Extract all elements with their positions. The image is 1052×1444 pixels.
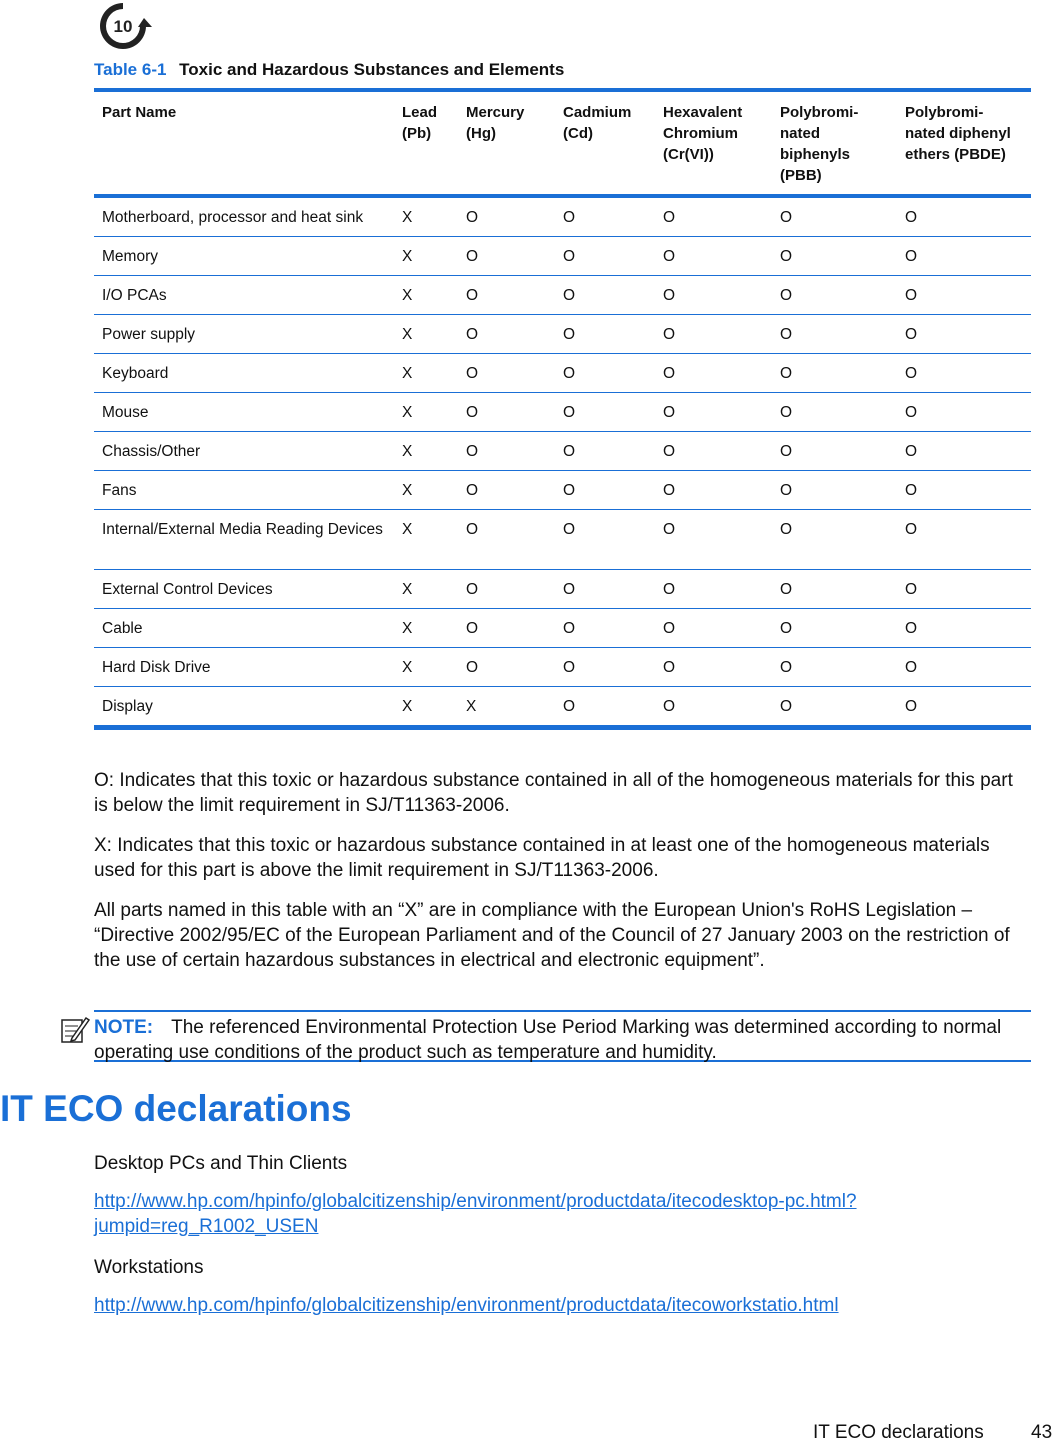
footer-section-title: IT ECO declarations	[813, 1422, 984, 1443]
cell-lead: X	[394, 354, 458, 393]
substances-table	[94, 88, 1031, 730]
cell-pbb: O	[772, 276, 897, 315]
header-hexavalent-chromium: Hexavalent Chromium (Cr(VI))	[663, 104, 743, 163]
cell-part-name: External Control Devices	[94, 570, 394, 609]
cell-cadmium: O	[555, 510, 655, 570]
cell-pbde: O	[897, 609, 1031, 648]
cell-hexavalent-chromium: O	[655, 315, 772, 354]
cell-mercury: O	[458, 276, 555, 315]
cell-pbb: O	[772, 354, 897, 393]
table-row	[94, 570, 1031, 609]
cell-part-name: Cable	[94, 609, 394, 648]
table-row	[94, 609, 1031, 648]
table-row	[94, 393, 1031, 432]
cell-mercury: O	[458, 609, 555, 648]
table-row	[94, 687, 1031, 728]
cell-pbb: O	[772, 570, 897, 609]
cell-hexavalent-chromium: O	[655, 510, 772, 570]
cell-part-name: Memory	[94, 237, 394, 276]
cell-cadmium: O	[555, 196, 655, 237]
cell-hexavalent-chromium: O	[655, 570, 772, 609]
cell-pbb: O	[772, 237, 897, 276]
cell-hexavalent-chromium: O	[655, 196, 772, 237]
workstations-label: Workstations	[94, 1257, 204, 1278]
table-header-row	[94, 90, 1031, 196]
cell-hexavalent-chromium: O	[655, 648, 772, 687]
cell-part-name: Hard Disk Drive	[94, 648, 394, 687]
cell-pbb: O	[772, 393, 897, 432]
cell-pbde: O	[897, 570, 1031, 609]
cell-hexavalent-chromium: O	[655, 687, 772, 728]
note-text-block	[94, 1015, 1031, 1065]
desktop-link-line2: jumpid=reg_R1002_USEN	[94, 1216, 319, 1237]
header-pbde: Polybromi-nated diphenyl ethers (PBDE)	[905, 104, 1011, 163]
cell-mercury: O	[458, 471, 555, 510]
table-row	[94, 237, 1031, 276]
cell-part-name: Power supply	[94, 315, 394, 354]
cell-cadmium: O	[555, 471, 655, 510]
cell-hexavalent-chromium: O	[655, 432, 772, 471]
table-caption-number: Table 6-1	[94, 60, 167, 79]
cell-pbb: O	[772, 196, 897, 237]
cell-mercury: X	[458, 687, 555, 728]
o-indicates-paragraph: O: Indicates that this toxic or hazardous substance contained in all of the homogeneous materials for this part is below the limit requirement in SJ/T11363-2006.	[94, 770, 1013, 816]
cell-pbb: O	[772, 315, 897, 354]
cell-mercury: O	[458, 648, 555, 687]
header-mercury: Mercury (Hg)	[466, 104, 525, 142]
cell-lead: X	[394, 570, 458, 609]
page-number: 43	[1031, 1422, 1052, 1443]
cell-lead: X	[394, 648, 458, 687]
cell-pbb: O	[772, 432, 897, 471]
cell-cadmium: O	[555, 393, 655, 432]
table-row	[94, 196, 1031, 237]
cell-pbde: O	[897, 393, 1031, 432]
cell-pbb: O	[772, 510, 897, 570]
table-row	[94, 471, 1031, 510]
cell-lead: X	[394, 609, 458, 648]
cell-pbde: O	[897, 510, 1031, 570]
cell-lead: X	[394, 237, 458, 276]
cell-pbb: O	[772, 609, 897, 648]
cell-pbde: O	[897, 196, 1031, 237]
cell-lead: X	[394, 432, 458, 471]
desktop-link-block	[94, 1189, 1031, 1239]
cell-lead: X	[394, 471, 458, 510]
cell-part-name: Chassis/Other	[94, 432, 394, 471]
table-row	[94, 510, 1031, 570]
cell-part-name: Motherboard, processor and heat sink	[94, 196, 394, 237]
desktop-label: Desktop PCs and Thin Clients	[94, 1153, 348, 1174]
cell-pbb: O	[772, 648, 897, 687]
cell-pbde: O	[897, 237, 1031, 276]
cell-mercury: O	[458, 237, 555, 276]
cell-pbb: O	[772, 687, 897, 728]
table-caption	[94, 60, 564, 80]
desktop-link-line1: http://www.hp.com/hpinfo/globalcitizenship/environment/productdata/itecodesktop-pc.html?	[94, 1191, 857, 1212]
cell-hexavalent-chromium: O	[655, 276, 772, 315]
cell-mercury: O	[458, 196, 555, 237]
section-title: IT ECO declarations	[0, 1088, 352, 1129]
cell-cadmium: O	[555, 354, 655, 393]
table-caption-text: Toxic and Hazardous Substances and Elements	[179, 60, 565, 79]
cell-part-name: Internal/External Media Reading Devices	[94, 510, 394, 570]
cell-lead: X	[394, 196, 458, 237]
cell-part-name: Keyboard	[94, 354, 394, 393]
note-text: The referenced Environmental Protection Use Period Marking was determined according to normal operating use conditions of the product such as temperature and humidity.	[94, 1017, 1002, 1063]
table-row	[94, 276, 1031, 315]
header-part-name: Part Name	[102, 104, 177, 121]
note-box	[94, 1010, 1031, 1062]
cell-lead: X	[394, 393, 458, 432]
cell-hexavalent-chromium: O	[655, 609, 772, 648]
header-pbb: Polybromi-nated biphenyls (PBB)	[780, 104, 859, 184]
workstations-link-block	[94, 1293, 1031, 1318]
cell-hexavalent-chromium: O	[655, 354, 772, 393]
cell-mercury: O	[458, 570, 555, 609]
cell-hexavalent-chromium: O	[655, 393, 772, 432]
cell-part-name: Mouse	[94, 393, 394, 432]
cell-mercury: O	[458, 354, 555, 393]
cell-cadmium: O	[555, 609, 655, 648]
cell-cadmium: O	[555, 687, 655, 728]
cell-pbde: O	[897, 354, 1031, 393]
cell-lead: X	[394, 510, 458, 570]
cell-part-name: Fans	[94, 471, 394, 510]
table-row	[94, 354, 1031, 393]
cell-cadmium: O	[555, 315, 655, 354]
cell-pbb: O	[772, 471, 897, 510]
cell-part-name: I/O PCAs	[94, 276, 394, 315]
epup-10-year-icon	[94, 0, 152, 52]
epup-number: 10	[113, 17, 133, 36]
cell-cadmium: O	[555, 432, 655, 471]
cell-pbde: O	[897, 432, 1031, 471]
table-row	[94, 315, 1031, 354]
cell-lead: X	[394, 687, 458, 728]
cell-mercury: O	[458, 315, 555, 354]
header-lead: Lead (Pb)	[402, 104, 438, 142]
cell-pbde: O	[897, 471, 1031, 510]
header-cadmium: Cadmium (Cd)	[563, 104, 632, 142]
x-indicates-paragraph: X: Indicates that this toxic or hazardous substance contained in at least one of the homogeneous materials used for this part is above the limit requirement in SJ/T11363-2006.	[94, 835, 990, 881]
cell-mercury: O	[458, 510, 555, 570]
cell-mercury: O	[458, 393, 555, 432]
cell-cadmium: O	[555, 276, 655, 315]
cell-hexavalent-chromium: O	[655, 237, 772, 276]
cell-hexavalent-chromium: O	[655, 471, 772, 510]
cell-pbde: O	[897, 315, 1031, 354]
cell-mercury: O	[458, 432, 555, 471]
table-row	[94, 432, 1031, 471]
table-row	[94, 648, 1031, 687]
note-label: NOTE:	[94, 1017, 154, 1038]
desktop-link[interactable]	[94, 1191, 857, 1237]
cell-lead: X	[394, 276, 458, 315]
cell-pbde: O	[897, 276, 1031, 315]
note-icon	[60, 1014, 90, 1044]
cell-part-name: Display	[94, 687, 394, 728]
cell-lead: X	[394, 315, 458, 354]
workstations-link[interactable]: http://www.hp.com/hpinfo/globalcitizenship/environment/productdata/itecoworkstatio.html	[94, 1295, 839, 1316]
cell-pbde: O	[897, 648, 1031, 687]
cell-cadmium: O	[555, 648, 655, 687]
rohs-paragraph: All parts named in this table with an “X” are in compliance with the European Union's RoHS Legislation – “Directive 2002/95/EC of the European Parliament and of the Council of 27 January 2003 on the restriction of the use of certain hazardous substances in electrical and electronic equipment”.	[94, 900, 1010, 971]
cell-cadmium: O	[555, 570, 655, 609]
cell-cadmium: O	[555, 237, 655, 276]
cell-pbde: O	[897, 687, 1031, 728]
